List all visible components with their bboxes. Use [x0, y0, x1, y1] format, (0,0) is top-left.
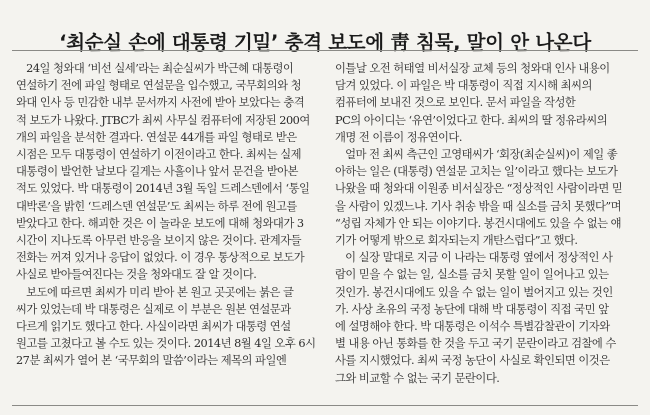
paragraph: 이 실장 말대로 지금 이 나라는 대통령 옆에서 정상적인 사 람이 믿을 수 없는 일, 실소를 금치 못할 일이 일어나고 있는 것인가. 봉건시대에도 있을 수 없는 일이 벌어지고 있는 것인 가. 사상 초유의 국정 농단에 대해 박 대통령이 직접 국민 앞 에 설명해야 한다. 박 대통령은 이석수 특별감찰관이 기자와 별 내용 아닌 통화를 한 것을 두고 국기 문란이라고 검찰에 수 사를 지시했었다. 최씨 국정 농단이 사실로 확인되면 이것은 그와 비교할 수 없는 국기 문란이다.: [335, 251, 616, 385]
paragraph: 24일 청와대 ‘비선 실세’라는 최순실씨가 박근혜 대통령이 연설하기 전에 파일 형태로 연설문을 입수했고, 국무회의와 청 와대 인사 등 민감한 내부 문서까지 사전에 받아 보았다는 충격 적 보도가 나왔다. JTBC가 최씨 사무실 컴퓨터에 저장된 200여 개의 파일을 분석한 결과다. 연설문 44개를 파일 형태로 받은 시점은 모두 대통령이 연설하기 이전이라고 한다. 최씨는 실제 대통령이 발언한 날보다 길게는 사흘이나 앞서 문건을 받아본 적도 있었다. 박 대통령이 2014년 3월 독일 드레스덴에서 ‘통일 대박론’을 밝힌 ‘드레스덴 연설문’도 최씨는 하루 전에 원고를 받았다고 한다. 해괴한 것은 이 놀라운 보도에 대해 청와대가 3 시간이 지나도록 아무런 반응을 보이지 않은 것이다. 관계자들 전화는 꺼져 있거나 응답이 없었다. 이 경우 통상적으로 보도가 사실로 받아들여진다는 것을 청와대도 잘 알 것이다.: [16, 62, 310, 282]
paragraph: 보도에 따르면 최씨가 미리 받아 본 원고 곳곳에는 붉은 글 씨가 있었는데 박 대통령은 실제로 이 부분은 원본 연설문과 다르게 읽기도 했다고 한다. 사실이라면 최씨가 대통령 연설 원고를 고쳤다고 볼 수도 있는 것이다. 2014년 8월 4일 오후 6시 27분 최씨가 열어 본 ‘국무회의 말씀’이라는 제목의 파일엔: [16, 285, 316, 368]
left-column: [16, 60, 316, 370]
paragraph: 이틀날 오전 허태열 비서실장 교체 등의 청와대 인사 내용이 담겨 있었다. 이 파일은 박 대통령이 직접 지시해 최씨의 컴퓨터에 보내진 것으로 보인다. 문서 파일을 작성한 PC의 아이디는 ‘유연’이었다고 한다. 최씨의 딸 정유라씨의 개명 전 이름이 정유연이다.: [335, 62, 610, 144]
headline: ‘최순실 손에 대통령 기밀’ 충격 보도에 靑 침묵, 말이 안 나온다: [59, 31, 591, 55]
top-divider: [12, 50, 638, 51]
paragraph: 얼마 전 최씨 측근인 고영태씨가 ‘회장(최순실씨)이 제일 좋 아하는 일은 (대통령) 연설문 고치는 일’이라고 했다는 보도가 나왔을 때 청와대 이원종 비서실장은 “정상적인 사람이라면 믿 을 사람이 있겠느냐. 기사 취송 밖을 때 실소를 금치 못했다”며 “성립 자체가 안 되는 이야기다. 봉건시대에도 있을 수 없는 얘 기가 어떻게 밖으로 회자되는지 개탄스럽다”고 했다.: [335, 148, 623, 248]
bottom-divider: [12, 405, 638, 406]
right-column: [335, 60, 635, 387]
